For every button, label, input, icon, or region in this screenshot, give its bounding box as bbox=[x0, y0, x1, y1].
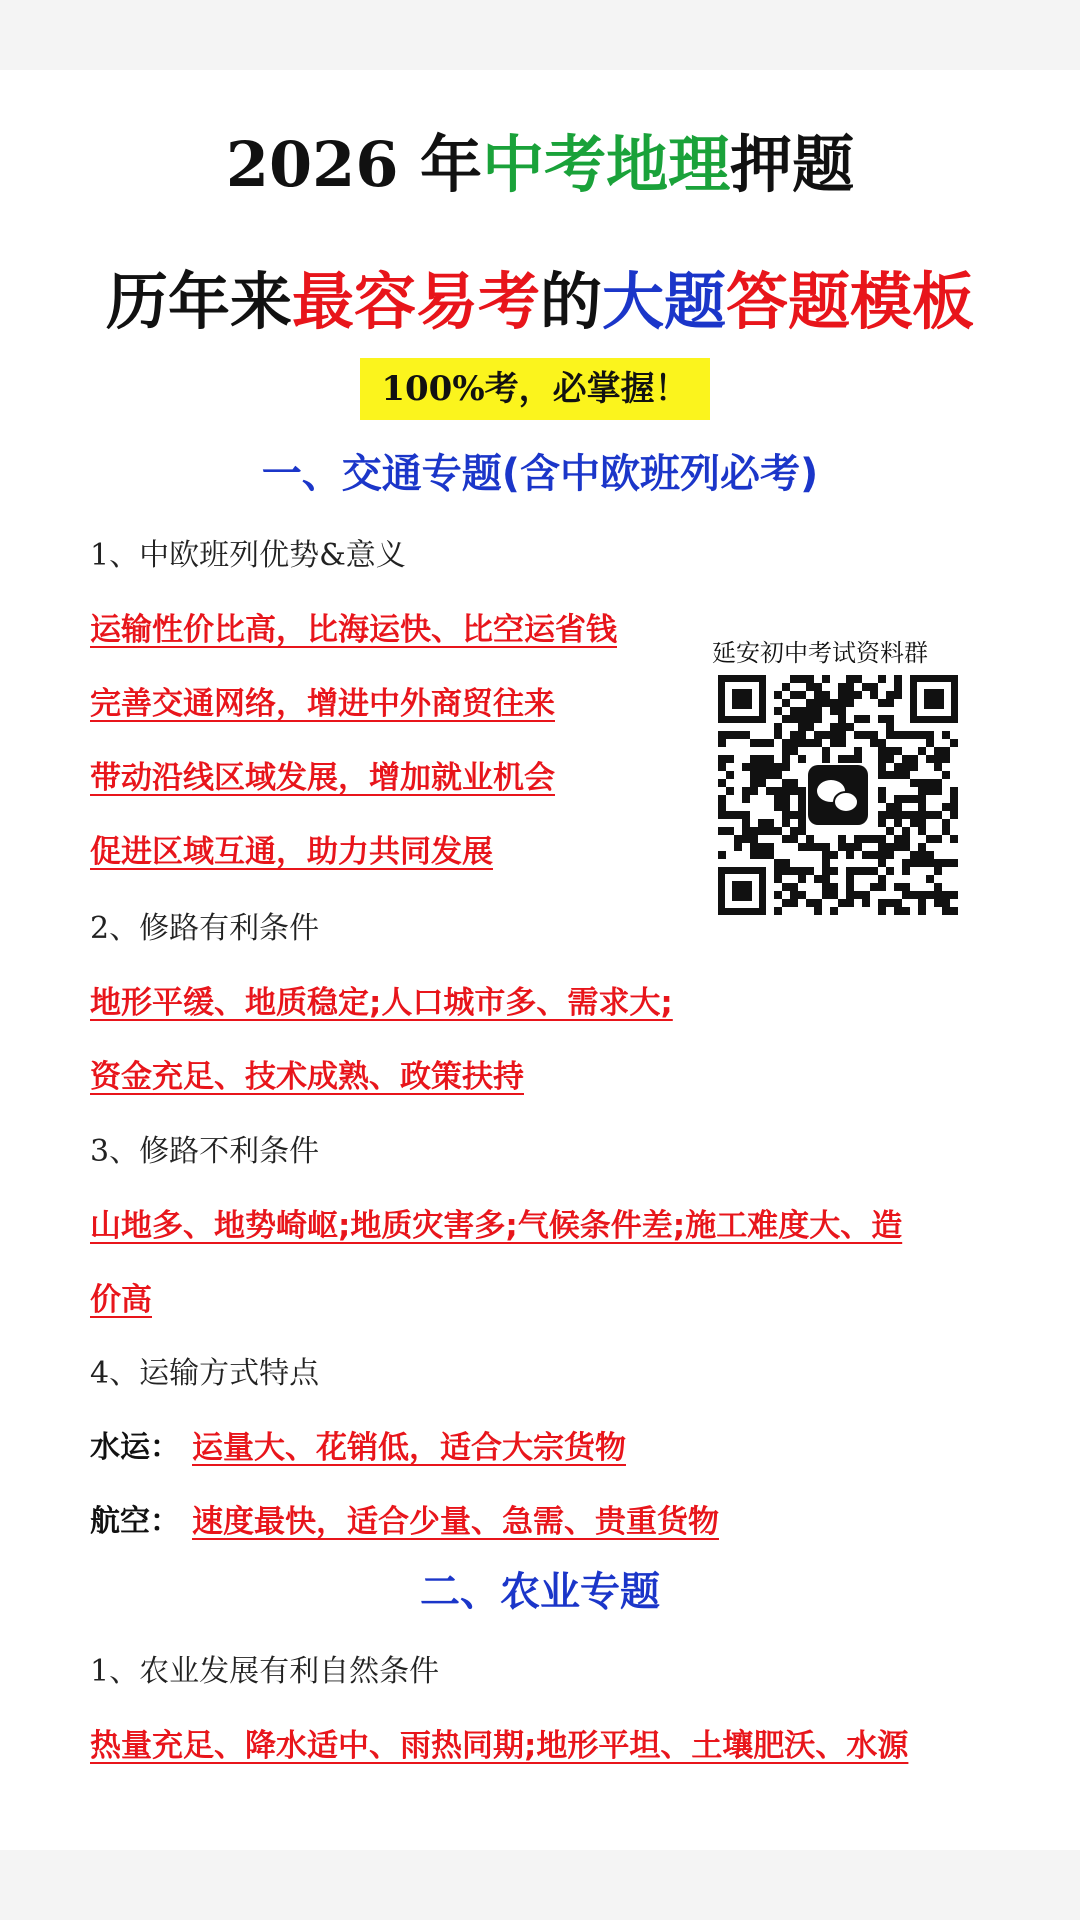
answer-line: 促进区域互通，助力共同发展 bbox=[90, 834, 493, 870]
answer-line: 速度最快，适合少量、急需、贵重货物 bbox=[192, 1504, 719, 1540]
page-subtitle: 历年来最容易考的大题答题模板 bbox=[105, 265, 975, 338]
section-title-agriculture: 二、农业专题 bbox=[420, 1569, 660, 1615]
answer-line: 热量充足、降水适中、雨热同期;地形平坦、土壤肥沃、水源 bbox=[90, 1728, 909, 1764]
qr-caption: 延安初中考试资料群 bbox=[712, 639, 928, 667]
answer-line: 运输性价比高，比海运快、比空运省钱 bbox=[90, 612, 617, 648]
section-title-transport: 一、交通专题(含中欧班列必考) bbox=[261, 451, 819, 497]
answer-line: 资金充足、技术成熟、政策扶持 bbox=[90, 1059, 524, 1095]
answer-line: 带动沿线区域发展，增加就业机会 bbox=[90, 760, 555, 796]
highlight-banner: 100%考，必掌握！ bbox=[360, 358, 710, 420]
answer-line: 完善交通网络，增进中外商贸往来 bbox=[90, 686, 555, 722]
question-title: 1、中欧班列优势&意义 bbox=[90, 538, 406, 573]
question-title: 3、修路不利条件 bbox=[90, 1134, 320, 1169]
answer-line: 山地多、地势崎岖;地质灾害多;气候条件差;施工难度大、造 bbox=[90, 1208, 903, 1244]
question-title: 2、修路有利条件 bbox=[90, 911, 320, 946]
label-water-transport: 水运： bbox=[90, 1430, 180, 1465]
qr-code[interactable] bbox=[718, 675, 958, 915]
answer-line: 价高 bbox=[90, 1282, 152, 1318]
label-air-transport: 航空： bbox=[90, 1504, 180, 1539]
question-title: 1、农业发展有利自然条件 bbox=[90, 1654, 440, 1689]
answer-line: 运量大、花销低，适合大宗货物 bbox=[192, 1430, 626, 1466]
question-title: 4、运输方式特点 bbox=[90, 1356, 320, 1391]
page-title: 2026 年中考地理押题 bbox=[225, 128, 855, 201]
answer-line: 地形平缓、地质稳定;人口城市多、需求大; bbox=[90, 985, 673, 1021]
